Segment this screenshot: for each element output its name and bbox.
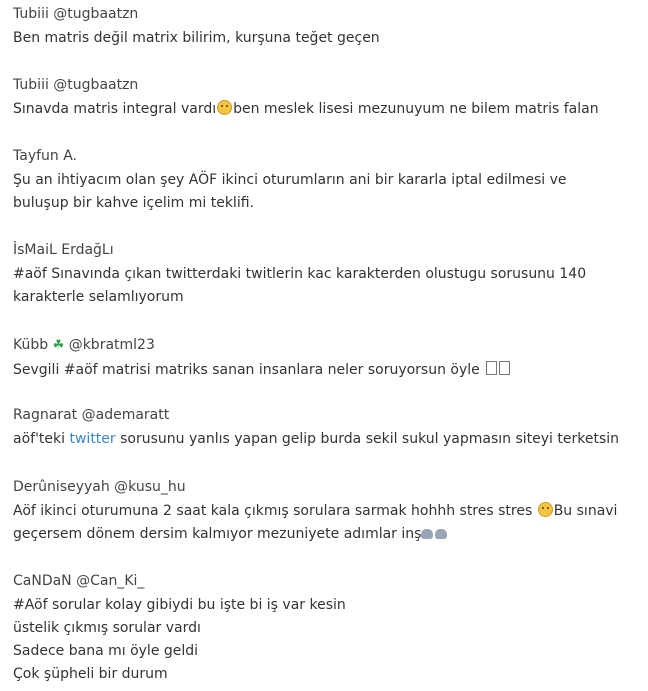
- tweet-author[interactable]: Derûniseyyah @kusu_hu: [13, 479, 186, 495]
- tweet-author[interactable]: [13, 337, 643, 354]
- tweet-text-part: Sınavda matris integral vardı: [13, 101, 217, 117]
- tweet-text: [13, 500, 643, 523]
- tweet-text: #Aöf sorular kolay gibiydi bu işte bi iş var kesin: [13, 597, 346, 613]
- tweet-text: üstelik çıkmış sorular vardı: [13, 620, 201, 636]
- missing-glyph-icon: [486, 361, 497, 375]
- tweet-text: Şu an ihtiyacım olan şey AÖF ikinci oturumların ani bir kararla iptal edilmesi ve: [13, 172, 567, 188]
- tweet-author[interactable]: Tayfun A.: [13, 148, 78, 164]
- worried-face-icon: [217, 100, 232, 115]
- tweet-text-part: aöf'teki: [13, 431, 70, 447]
- tweet-author[interactable]: Tubiii @tugbaatzn: [13, 6, 139, 22]
- tweet: [13, 337, 643, 382]
- missing-glyph-icon: [499, 361, 510, 375]
- tweet-text: [13, 98, 643, 121]
- tweet-text: karakterle selamlıyorum: [13, 289, 184, 305]
- tweet-text: [13, 523, 643, 546]
- tweet-text: Ben matris değil matrix bilirim, kurşuna teğet geçen: [13, 30, 380, 46]
- tweet: [13, 6, 643, 50]
- four-leaf-clover-icon: ☘: [52, 338, 65, 353]
- tweet: [13, 479, 643, 546]
- tweet: [13, 148, 643, 215]
- author-name: Kübb: [13, 337, 49, 353]
- tweet-text-part: ben meslek lisesi mezunuyum ne bilem matris falan: [233, 101, 599, 117]
- tweet-text: #aöf Sınavında çıkan twitterdaki twitlerin kac karakterden olustugu sorusunu 140: [13, 266, 587, 282]
- see-no-evil-monkeys-icon: [421, 524, 451, 536]
- twitter-link[interactable]: twitter: [69, 431, 116, 447]
- tweet-text-part: Sevgili #aöf matrisi matriks sanan insanlara neler soruyorsun öyle: [13, 362, 480, 378]
- worried-face-icon: [538, 502, 553, 517]
- tweet-author[interactable]: Ragnarat @ademaratt: [13, 407, 170, 423]
- tweet-author[interactable]: CaNDaN @Can_Ki_: [13, 573, 145, 589]
- tweet-text-part: Bu sınavi: [553, 503, 618, 519]
- tweet-author[interactable]: İsMaiL ErdağLı: [13, 242, 114, 258]
- tweet: [13, 77, 643, 121]
- tweet-text-part: geçersem dönem dersim kalmıyor mezuniyete adımlar inş: [13, 526, 422, 542]
- author-handle: @kbratml23: [68, 337, 155, 353]
- tweet-text: Çok şüpheli bir durum: [13, 666, 168, 682]
- tweet-author[interactable]: Tubiii @tugbaatzn: [13, 77, 139, 93]
- tweet: [13, 407, 643, 451]
- tweet-text: buluşup bir kahve içelim mi teklifi.: [13, 195, 254, 211]
- tweet-text-part: Aöf ikinci oturumuna 2 saat kala çıkmış sorulara sarmak hohhh stres stres: [13, 503, 537, 519]
- tweet: [13, 573, 643, 686]
- monkey-glyph: [435, 529, 447, 539]
- monkey-glyph: [421, 529, 433, 539]
- tweet-text: [13, 428, 643, 451]
- tweet-text-part: sorusunu yanlıs yapan gelip burda sekil sukul yapmasın siteyi terketsin: [115, 431, 620, 447]
- tweet-text: Sadece bana mı öyle geldi: [13, 643, 199, 659]
- tweet: [13, 242, 643, 309]
- tweet-text: [13, 359, 643, 382]
